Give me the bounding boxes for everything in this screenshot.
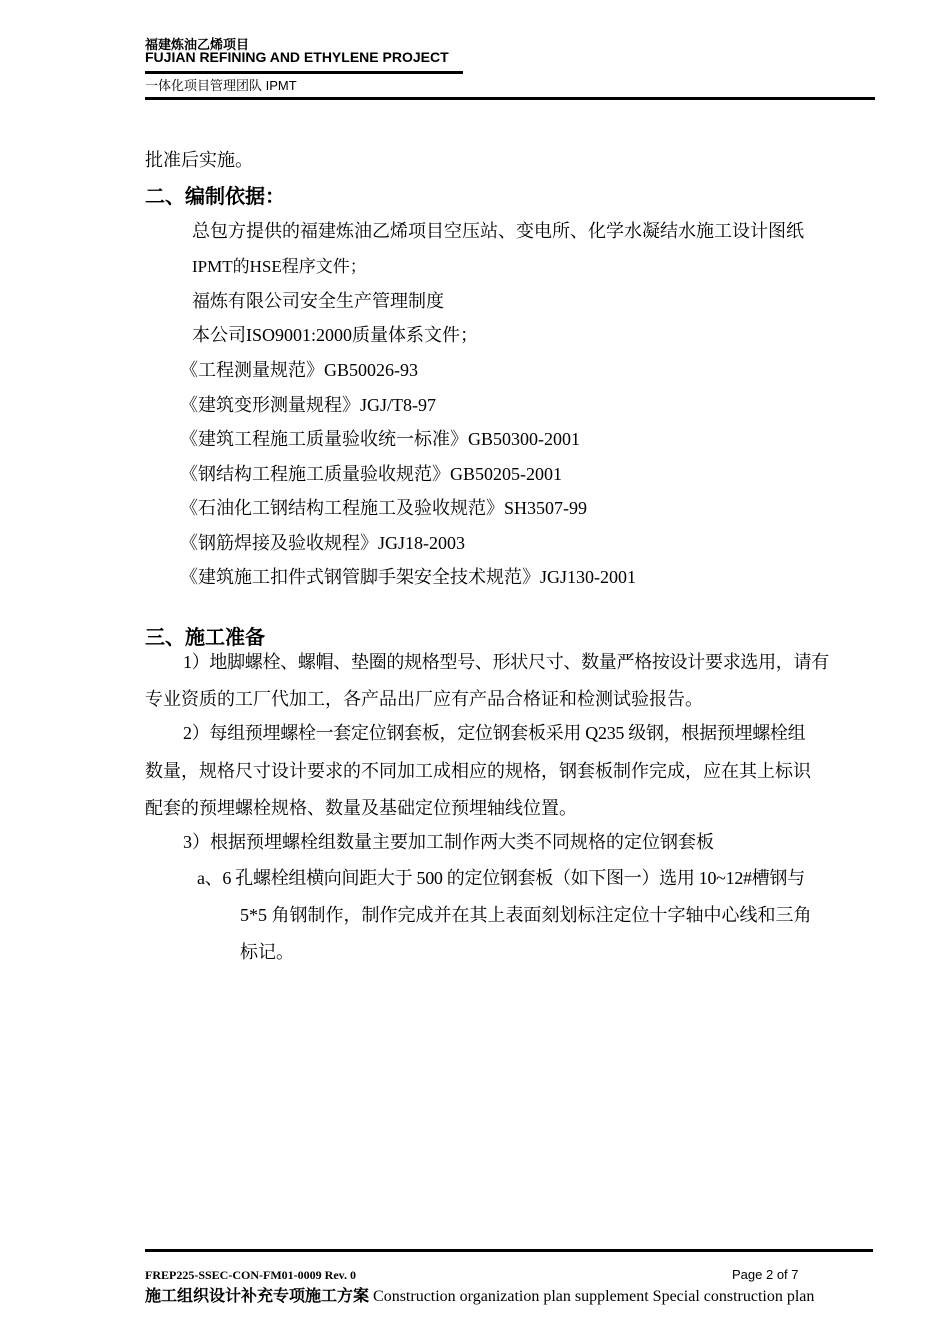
footer-title-cn: 施工组织设计补充专项施工方案 <box>145 1288 370 1305</box>
standard-item: 《石油化工钢结构工程施工及验收规范》SH3507-99 <box>180 498 588 518</box>
paragraph-line: 配套的预埋螺栓规格、数量及基础定位预埋轴线位置。 <box>145 798 577 818</box>
standard-item: 《建筑施工扣件式钢管脚手架安全技术规范》JGJ130-2001 <box>180 567 637 587</box>
paragraph-line: 2）每组预埋螺栓一套定位钢套板，定位钢套板采用 Q235 级钢，根据预埋螺栓组 <box>183 723 806 743</box>
header-project-name-en: FUJIAN REFINING AND ETHYLENE PROJECT <box>145 49 449 65</box>
paragraph-line: 3）根据预埋螺栓组数量主要加工制作两大类不同规格的定位钢套板 <box>183 832 714 852</box>
section-heading-preparation: 三、施工准备 <box>145 627 265 649</box>
list-item-line: 5*5 角钢制作，制作完成并在其上表面刻划标注定位十字轴中心线和三角 <box>240 905 812 925</box>
continuation-text: 批准后实施。 <box>145 150 253 170</box>
basis-item: IPMT的HSE程序文件； <box>192 257 367 276</box>
basis-item: 福炼有限公司安全生产管理制度 <box>192 291 444 311</box>
standard-item: 《建筑工程施工质量验收统一标准》GB50300-2001 <box>180 429 580 449</box>
standard-item: 《钢筋焊接及验收规程》JGJ18-2003 <box>180 533 466 553</box>
header-divider-long <box>145 97 875 100</box>
header-project-name-cn: 福建炼油乙烯项目 <box>145 37 250 52</box>
footer-document-title <box>145 1283 814 1306</box>
footer-divider <box>145 1249 873 1252</box>
footer-document-code: FREP225-SSEC-CON-FM01-0009 Rev. 0 <box>145 1268 356 1282</box>
header-divider-short <box>145 71 463 74</box>
footer-page-number: Page 2 of 7 <box>732 1267 799 1282</box>
list-item-line: a、6 孔螺栓组横向间距大于 500 的定位钢套板（如下图一）选用 10~12#槽钢与 <box>197 868 805 888</box>
basis-item: 本公司ISO9001:2000质量体系文件； <box>192 325 479 345</box>
paragraph-line: 数量，规格尺寸设计要求的不同加工成相应的规格，钢套板制作完成，应在其上标识 <box>145 761 811 781</box>
footer-title-en: Construction organization plan supplement Special construction plan <box>369 1288 815 1305</box>
standard-item: 《工程测量规范》GB50026-93 <box>180 360 418 380</box>
header-team-name: 一体化项目管理团队 IPMT <box>145 78 297 93</box>
section-heading-basis: 二、编制依据： <box>145 186 285 208</box>
paragraph-line: 1）地脚螺栓、螺帽、垫圈的规格型号、形状尺寸、数量严格按设计要求选用，请有 <box>183 652 829 672</box>
list-item-line: 标记。 <box>240 942 294 962</box>
standard-item: 《建筑变形测量规程》JGJ/T8-97 <box>180 395 436 415</box>
paragraph-line: 专业资质的工厂代加工，各产品出厂应有产品合格证和检测试验报告。 <box>145 689 703 709</box>
basis-item: 总包方提供的福建炼油乙烯项目空压站、变电所、化学水凝结水施工设计图纸 <box>192 221 804 241</box>
standard-item: 《钢结构工程施工质量验收规范》GB50205-2001 <box>180 464 562 484</box>
